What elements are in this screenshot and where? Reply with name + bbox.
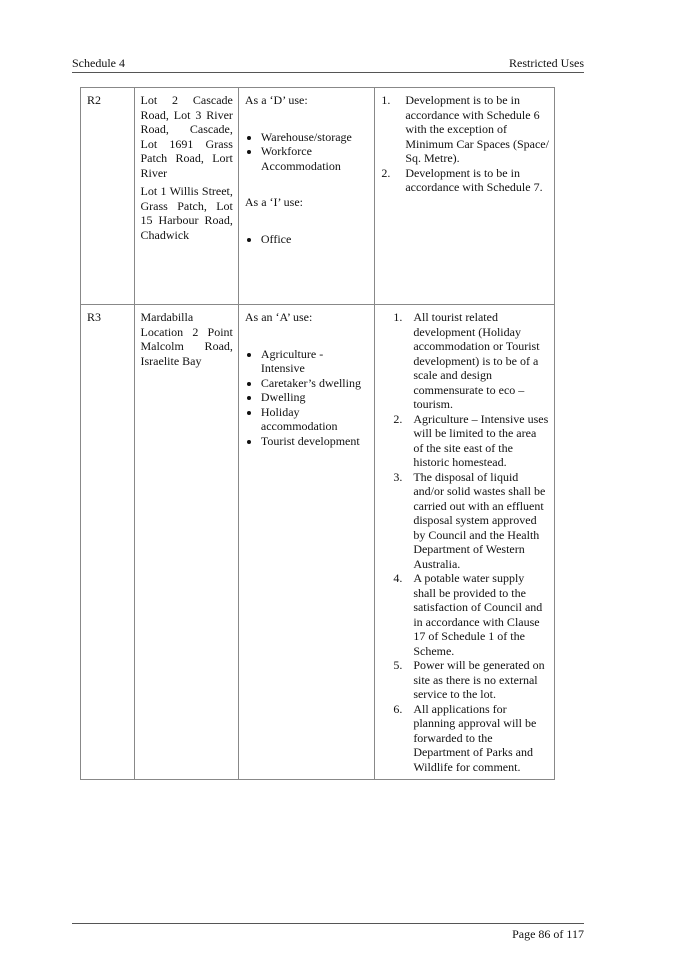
condition-number: 4.: [393, 571, 403, 585]
conditions: [375, 305, 555, 780]
row-code: R3: [81, 305, 135, 780]
condition-text: Development is to be in accordance with Schedule 6 with the exception of Minimum Car Spaces (Space/ Sq. Metre).: [405, 93, 549, 165]
row-code: R2: [81, 88, 135, 305]
condition-number: 2.: [381, 165, 391, 180]
table-row: [81, 88, 555, 305]
page-header: [72, 56, 584, 73]
condition-text: The disposal of liquid and/or solid wastes shall be carried out with an effluent disposal system approved by Council and the Health Department of Western Australia.: [413, 469, 546, 571]
table-row: [81, 305, 555, 780]
land-paragraph: Lot 2 Cascade Road, Lot 3 River Road, Cascade, Lot 1691 Grass Patch Road, Lort River: [140, 93, 233, 180]
condition-text: Development is to be in accordance with Schedule 7.: [405, 165, 543, 194]
page-number: Page 86 of 117: [512, 927, 584, 941]
use-list: [245, 232, 369, 247]
condition-text: All applications for planning approval will be forwarded to the Department of Parks and Wildlife for comment.: [413, 701, 537, 774]
condition-item: [381, 412, 549, 470]
condition-number: 1.: [381, 93, 391, 107]
condition-item: [381, 658, 549, 702]
land-description: [134, 305, 238, 780]
use-item: • Tourist development: [261, 434, 369, 449]
land-paragraph: Lot 1 Willis Street, Grass Patch, Lot 15 Harbour Road, Chadwick: [140, 184, 233, 242]
restricted-uses: [238, 88, 374, 305]
use-list: [245, 347, 369, 449]
section-title: Restricted Uses: [509, 56, 584, 70]
schedule-title: Schedule 4: [72, 56, 125, 70]
use-list: [245, 130, 369, 174]
condition-text: All tourist related development (Holiday accommodation or Tourist development) is to be of a scale and design commensurate to eco – tourism.: [413, 310, 540, 411]
use-class-heading: As a ‘D’ use:: [244, 93, 308, 107]
condition-number: 3.: [393, 469, 403, 484]
conditions: [375, 88, 555, 305]
land-paragraph: Mardabilla Location 2 Point Malcolm Road, Israelite Bay: [140, 310, 233, 368]
restricted-uses: [238, 305, 374, 780]
condition-number: 2.: [393, 411, 403, 426]
condition-number: 6.: [393, 701, 403, 716]
condition-item: [381, 93, 549, 166]
condition-list: [381, 310, 549, 774]
condition-item: [381, 470, 549, 572]
condition-item: [381, 310, 549, 412]
use-class-heading: As a ‘I’ use:: [244, 195, 303, 209]
condition-number: 5.: [393, 658, 403, 672]
land-description: [134, 88, 238, 305]
condition-number: 1.: [393, 310, 403, 324]
use-item: • Dwelling: [261, 390, 369, 405]
use-item: • Caretaker’s dwelling: [261, 376, 369, 391]
condition-text: Power will be generated on site as there is no external service to the lot.: [413, 658, 545, 701]
footer-divider: [72, 923, 584, 924]
use-item: • Agriculture - Intensive: [261, 347, 369, 376]
condition-item: [381, 166, 549, 195]
use-class-heading: As an ‘A’ use:: [244, 310, 313, 324]
use-item: • Holiday accommodation: [261, 405, 369, 434]
condition-list: [381, 93, 549, 195]
use-item: • Warehouse/storage: [261, 130, 369, 145]
use-item: • Office: [261, 232, 369, 247]
condition-text: Agriculture – Intensive uses will be limited to the area of the site east of the historic homestead.: [413, 411, 549, 469]
condition-item: [381, 571, 549, 658]
use-item: • Workforce Accommodation: [261, 144, 369, 173]
condition-text: A potable water supply shall be provided to the satisfaction of Council and in accordance with Clause 17 of Schedule 1 of the Scheme.: [413, 571, 543, 658]
restricted-uses-table: [80, 87, 555, 780]
condition-item: [381, 702, 549, 775]
